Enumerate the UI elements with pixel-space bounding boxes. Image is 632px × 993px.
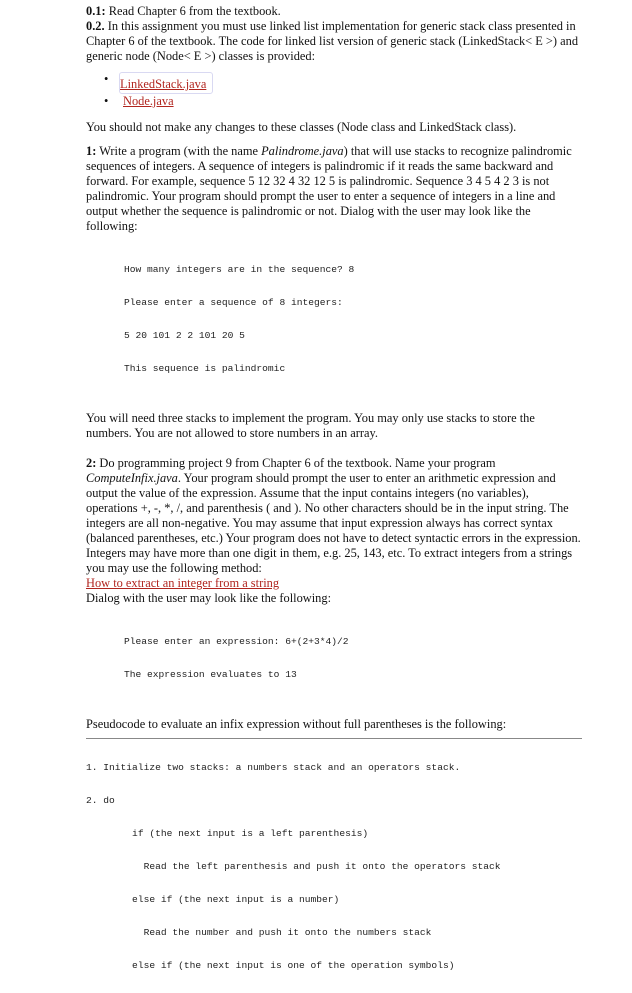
code-line: 1. Initialize two stacks: a numbers stack and an operators stack. bbox=[86, 762, 461, 773]
code-line: This sequence is palindromic bbox=[124, 363, 286, 374]
code-line: 2. do bbox=[86, 795, 115, 806]
node-java-link[interactable]: Node.java bbox=[123, 94, 174, 108]
code-line: The expression evaluates to 13 bbox=[124, 669, 297, 680]
linkedstack-java-link[interactable]: LinkedStack.java bbox=[120, 77, 207, 91]
code-line: 5 20 101 2 2 101 20 5 bbox=[124, 330, 245, 341]
divider bbox=[86, 738, 582, 739]
three-stacks-note: You will need three stacks to implement the program. You may only use stacks to store the numbers. You are not allowed to store numbers in an array. bbox=[86, 411, 535, 440]
task-2-description bbox=[86, 456, 582, 576]
code-line: Read the number and push it onto the numbers stack bbox=[86, 927, 432, 938]
no-change-note: You should not make any changes to these classes (Node class and LinkedStack class). bbox=[86, 120, 517, 134]
infix-dialog-example bbox=[124, 614, 582, 702]
task-1-number: 1: bbox=[86, 144, 97, 158]
assignment-document bbox=[86, 4, 582, 993]
code-line: if (the next input is a left parenthesis) bbox=[86, 828, 369, 839]
item-number-0-1: 0.1: bbox=[86, 4, 106, 18]
task-2-filename: ComputeInfix.java bbox=[86, 471, 178, 485]
pseudocode-intro: Pseudocode to evaluate an infix expression without full parentheses is the following: bbox=[86, 717, 507, 731]
code-line: else if (the next input is a number) bbox=[86, 894, 340, 905]
assignment-intro-text: In this assignment you must use linked list implementation for generic stack class presented in Chapter 6 of the textbook. The code for linked list version of generic stack (LinkedStack< E >) and generic node (Node< E >) classes is provided: bbox=[86, 19, 579, 63]
code-line: Please enter a sequence of 8 integers: bbox=[124, 297, 343, 308]
task-2-dialog-intro: Dialog with the user may look like the following: bbox=[86, 591, 332, 605]
provided-files-list bbox=[86, 72, 582, 108]
code-line: else if (the next input is one of the operation symbols) bbox=[86, 960, 455, 971]
pseudocode-block bbox=[86, 740, 582, 993]
reading-instruction-text: Read Chapter 6 from the textbook. bbox=[105, 4, 281, 18]
reading-instruction bbox=[86, 4, 582, 19]
task-2-text-b: . Your program should prompt the user to enter an arithmetic expression and output the value of the expression. Assume that the input contains integers (no variables), operations +, -, *, /, and parenthesis ( and ). No other characters should be in the input string. The integers are all non-negative. You may assume that input expression always has correct syntax (balanced parentheses, etc.) Your program does not have to detect syntactic errors in the expression. Integers may have more than one digit in them, e.g. 25, 143, etc. To extract integers from a strings you may use the following method: bbox=[86, 471, 581, 575]
task-1-filename: Palindrome.java bbox=[261, 144, 344, 158]
task-2-text-a: Do programming project 9 from Chapter 6 of the textbook. Name your program bbox=[96, 456, 496, 470]
code-line: How many integers are in the sequence? 8 bbox=[124, 264, 355, 275]
code-line: Please enter an expression: 6+(2+3*4)/2 bbox=[124, 636, 349, 647]
link-focus-box bbox=[119, 72, 213, 94]
task-1-text-a: Write a program (with the name bbox=[96, 144, 262, 158]
task-1-text-b: ) that will use stacks to recognize palindromic sequences of integers. A sequence of integers is palindromic if it reads the same backward and forward. For example, sequence 5 12 32 4 32 12 5 is palindromic. Sequence 3 4 5 4 2 3 is not palindromic. Your program should prompt the user to enter a sequence of integers in a line and output whether the sequence is palindromic or not. Dialog with the user may look like the following: bbox=[86, 144, 572, 233]
palindrome-dialog-example bbox=[124, 242, 582, 396]
task-2-number: 2: bbox=[86, 456, 97, 470]
item-number-0-2: 0.2. bbox=[86, 19, 105, 33]
assignment-intro bbox=[86, 19, 582, 64]
task-1-description bbox=[86, 144, 582, 234]
list-item bbox=[86, 72, 582, 94]
code-line: Read the left parenthesis and push it onto the operators stack bbox=[86, 861, 501, 872]
list-item bbox=[86, 94, 582, 108]
extract-method-link-line bbox=[86, 576, 582, 591]
extract-integer-link[interactable]: How to extract an integer from a string bbox=[86, 576, 280, 590]
